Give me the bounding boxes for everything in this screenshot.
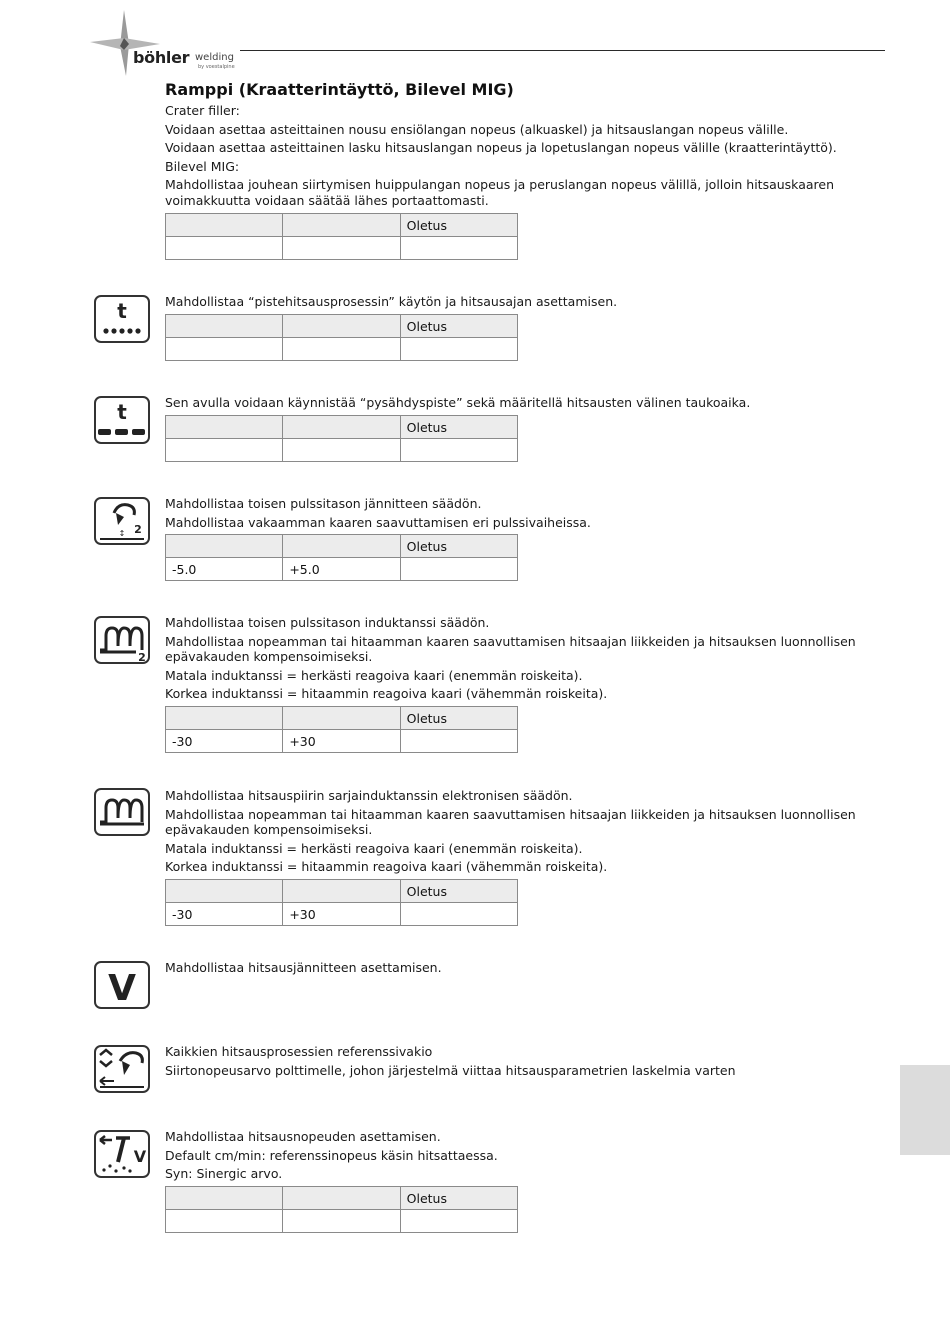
table-header-cell xyxy=(283,416,400,439)
table-cell-max xyxy=(283,1210,400,1233)
table-header-cell xyxy=(283,707,400,730)
brand-tagline: by voestalpine xyxy=(198,64,235,70)
second-pulse-inductance-icon xyxy=(94,616,150,664)
text-line: Siirtonopeusarvo polttimelle, johon järjestelmä viittaa hitsausparametrien laskelmia varten xyxy=(165,1062,736,1078)
inductance-icon xyxy=(94,788,150,836)
table-cell-default xyxy=(400,903,517,926)
voltage-letter: V xyxy=(108,968,136,1007)
table-cell-max xyxy=(283,338,400,361)
table-cell-max xyxy=(283,439,400,462)
pause-time-icon xyxy=(94,396,150,444)
text-line: Voidaan asettaa asteittainen nousu ensiölangan nopeus (alkuaskel) ja hitsauslangan nopeus välille. xyxy=(165,121,789,137)
voltage-description xyxy=(165,959,875,978)
text-line: Kaikkien hitsausprosessien referenssivakio xyxy=(165,1044,433,1059)
table-cell-default xyxy=(400,237,517,260)
text-line: Matala induktanssi = herkästi reagoiva kaari (enemmän roiskeita). xyxy=(165,840,583,856)
svg-text:2: 2 xyxy=(134,523,142,536)
table-cell-min xyxy=(166,439,283,462)
table-header-cell xyxy=(283,880,400,903)
text-line: Mahdollistaa toisen pulssitason jännitteen säädön. xyxy=(165,496,482,511)
table-header-cell xyxy=(283,214,400,237)
parameter-table xyxy=(165,213,518,260)
table-cell-default xyxy=(400,1210,517,1233)
text-line: epävakauden kompensoimiseksi. xyxy=(165,649,373,664)
table-header-default: Oletus xyxy=(400,535,517,558)
spot-description xyxy=(165,293,875,312)
reference-description xyxy=(165,1043,875,1080)
welding-speed-icon xyxy=(94,1130,150,1178)
text-line: Mahdollistaa vakaamman kaaren saavuttamisen eri pulssivaiheissa. xyxy=(165,514,591,530)
table-cell-min: -5.0 xyxy=(166,558,283,581)
table-header-default: Oletus xyxy=(400,214,517,237)
parameter-table xyxy=(165,879,518,926)
table-cell-min xyxy=(166,1210,283,1233)
pause-description xyxy=(165,394,875,413)
parameter-table xyxy=(165,314,518,361)
spot-weld-time-icon xyxy=(94,295,150,343)
parameter-table xyxy=(165,534,518,581)
text-line: Default cm/min: referenssinopeus käsin hitsattaessa. xyxy=(165,1147,498,1163)
inductance2-description xyxy=(165,614,875,704)
svg-text:t: t xyxy=(117,400,127,424)
brand-sub: welding xyxy=(195,52,234,63)
voltage-icon xyxy=(94,961,150,1009)
text-line: Mahdollistaa hitsausnopeuden asettamisen. xyxy=(165,1129,441,1144)
table-cell-min xyxy=(166,237,283,260)
table-cell-max: +30 xyxy=(283,730,400,753)
second-pulse-voltage-icon xyxy=(94,497,150,545)
table-header-default: Oletus xyxy=(400,1187,517,1210)
text-line: voimakkuutta voidaan säätää lähes portaattomasti. xyxy=(165,192,489,208)
table-cell-max xyxy=(283,237,400,260)
voltage2-description xyxy=(165,495,875,532)
table-header-default: Oletus xyxy=(400,416,517,439)
table-header-cell xyxy=(166,707,283,730)
text-line: Mahdollistaa nopeamman tai hitaamman kaaren saavuttamisen hitsaajan liikkeiden ja hitsauksen luonnollisen xyxy=(165,806,856,822)
parameter-table xyxy=(165,706,518,753)
parameter-table xyxy=(165,1186,518,1233)
table-header-cell xyxy=(166,315,283,338)
table-header-cell xyxy=(166,214,283,237)
table-header-cell xyxy=(166,1187,283,1210)
text-line: Voidaan asettaa asteittainen lasku hitsauslangan nopeus ja lopetuslangan nopeus välille (kraatterintäyttö). xyxy=(165,140,837,155)
table-cell-max: +30 xyxy=(283,903,400,926)
inductance-description xyxy=(165,787,875,877)
text-line: Sen avulla voidaan käynnistää “pysähdyspiste” sekä määritellä hitsausten välinen taukoaika. xyxy=(165,395,751,410)
table-header-cell xyxy=(283,1187,400,1210)
section-side-tab xyxy=(900,1065,950,1155)
table-cell-min xyxy=(166,338,283,361)
svg-text:↕: ↕ xyxy=(118,529,126,538)
table-header-default: Oletus xyxy=(400,707,517,730)
reference-speed-icon xyxy=(94,1045,150,1093)
table-cell-default xyxy=(400,558,517,581)
table-cell-default xyxy=(400,439,517,462)
text-line: Crater filler: xyxy=(165,103,240,118)
text-line: epävakauden kompensoimiseksi. xyxy=(165,822,373,837)
table-header-cell xyxy=(166,535,283,558)
text-line: Korkea induktanssi = hitaammin reagoiva kaari (vähemmän roiskeita). xyxy=(165,686,608,701)
table-cell-min: -30 xyxy=(166,730,283,753)
speed-letter: V xyxy=(133,1147,147,1166)
table-cell-max: +5.0 xyxy=(283,558,400,581)
table-header-cell xyxy=(166,416,283,439)
text-line: Bilevel MIG: xyxy=(165,158,240,174)
table-cell-default xyxy=(400,338,517,361)
text-line: Mahdollistaa nopeamman tai hitaamman kaaren saavuttamisen hitsaajan liikkeiden ja hitsauksen luonnollisen xyxy=(165,633,856,649)
header-rule xyxy=(240,50,885,51)
svg-text:t: t xyxy=(117,299,127,323)
text-line: Syn: Sinergic arvo. xyxy=(165,1166,283,1181)
text-line: Mahdollistaa hitsauspiirin sarjainduktanssin elektronisen säädön. xyxy=(165,788,573,803)
svg-text:2: 2 xyxy=(138,651,146,662)
text-line: Mahdollistaa jouhean siirtymisen huippulangan nopeus ja peruslangan nopeus välillä, jolloin hitsauskaaren xyxy=(165,177,835,192)
table-header-default: Oletus xyxy=(400,315,517,338)
brand-name: böhler xyxy=(133,48,190,67)
table-cell-min: -30 xyxy=(166,903,283,926)
bohler-logo xyxy=(88,8,248,78)
speed-description xyxy=(165,1128,875,1184)
text-line: Mahdollistaa hitsausjännitteen asettamisen. xyxy=(165,960,442,975)
text-line: Mahdollistaa toisen pulssitason induktanssi säädön. xyxy=(165,615,490,630)
table-header-cell xyxy=(283,315,400,338)
text-line: Korkea induktanssi = hitaammin reagoiva kaari (vähemmän roiskeita). xyxy=(165,859,608,874)
parameter-table xyxy=(165,415,518,462)
table-header-default: Oletus xyxy=(400,880,517,903)
table-cell-default xyxy=(400,730,517,753)
table-header-cell xyxy=(166,880,283,903)
table-header-cell xyxy=(283,535,400,558)
ramp-description xyxy=(165,102,875,210)
text-line: Mahdollistaa “pistehitsausprosessin” käytön ja hitsausajan asettamisen. xyxy=(165,294,618,309)
section-title: Ramppi (Kraatterintäyttö, Bilevel MIG) xyxy=(165,80,514,99)
text-line: Matala induktanssi = herkästi reagoiva kaari (enemmän roiskeita). xyxy=(165,667,583,683)
